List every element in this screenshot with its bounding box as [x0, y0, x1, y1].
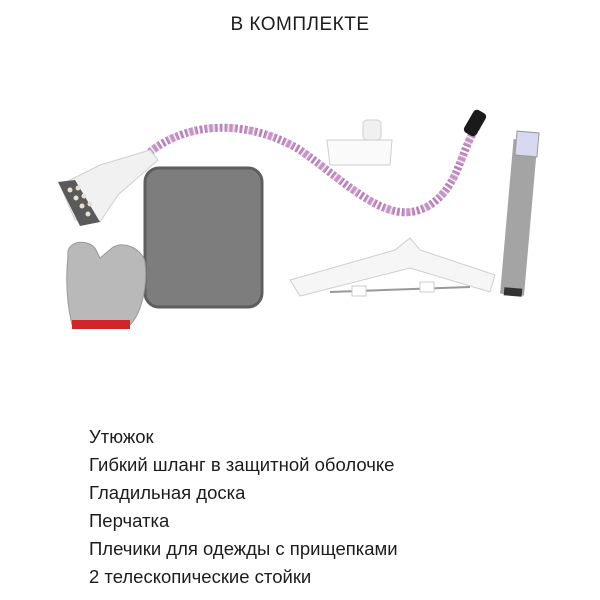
steamer-head [58, 150, 158, 226]
list-item: Гибкий шланг в защитной оболочке [89, 454, 395, 475]
kit-contents-list [89, 423, 398, 591]
ironing-board [145, 168, 262, 307]
list-item: Перчатка [89, 510, 170, 531]
hanger [290, 238, 495, 296]
list-item: Плечики для одежды с прищепками [89, 538, 398, 559]
telescopic-pole [500, 131, 539, 297]
list-item: Гладильная доска [89, 482, 246, 503]
product-kit-image [0, 90, 600, 350]
section-title: В КОМПЛЕКТЕ [230, 14, 370, 35]
list-item: 2 телескопические стойки [89, 566, 312, 587]
hose-end [462, 108, 487, 138]
list-item: Утюжок [89, 426, 154, 447]
glove [67, 242, 146, 329]
clip [327, 120, 392, 165]
